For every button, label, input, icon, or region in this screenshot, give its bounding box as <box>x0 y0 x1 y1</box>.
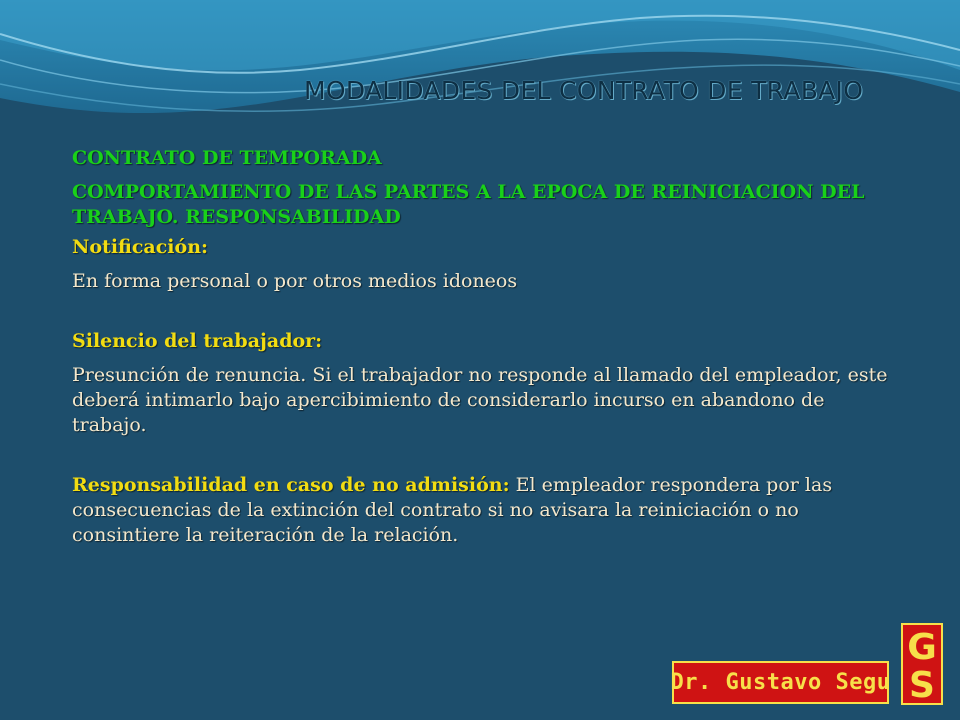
author-logo <box>672 661 889 704</box>
header-wave-decoration <box>0 0 960 130</box>
responsabilidad-paragraph <box>72 473 902 548</box>
monogram-top-letter: G <box>907 627 937 668</box>
responsabilidad-label: Responsabilidad en caso de no admisión: <box>72 474 510 496</box>
author-name: Dr. Gustavo Segu <box>670 670 891 695</box>
silencio-label: Silencio del trabajador: <box>72 330 323 352</box>
page-title: MODALIDADES DEL CONTRATO DE TRABAJO <box>304 76 864 105</box>
notificacion-text: En forma personal o por otros medios idoneos <box>72 270 518 292</box>
silencio-text: Presunción de renuncia. Si el trabajador no responde al llamado del empleador, este deberá intimarlo bajo apercibimiento de considerarlo incurso en abandono de trabajo. <box>72 364 888 436</box>
responsabilidad-text: El empleador respondera por las consecuencias de la extinción del contrato si no avisara la reiniciación o no consintiere la reiteración de la relación. <box>72 474 833 546</box>
monogram-bottom-letter: S <box>909 665 935 703</box>
comportamiento-heading: COMPORTAMIENTO DE LAS PARTES A LA EPOCA DE REINICIACION DEL TRABAJO. RESPONSABILIDAD <box>72 181 865 228</box>
contrato-heading: CONTRATO DE TEMPORADA <box>72 147 382 169</box>
slide-body <box>72 146 902 548</box>
notificacion-label: Notificación: <box>72 236 209 258</box>
monogram-logo <box>901 623 943 705</box>
